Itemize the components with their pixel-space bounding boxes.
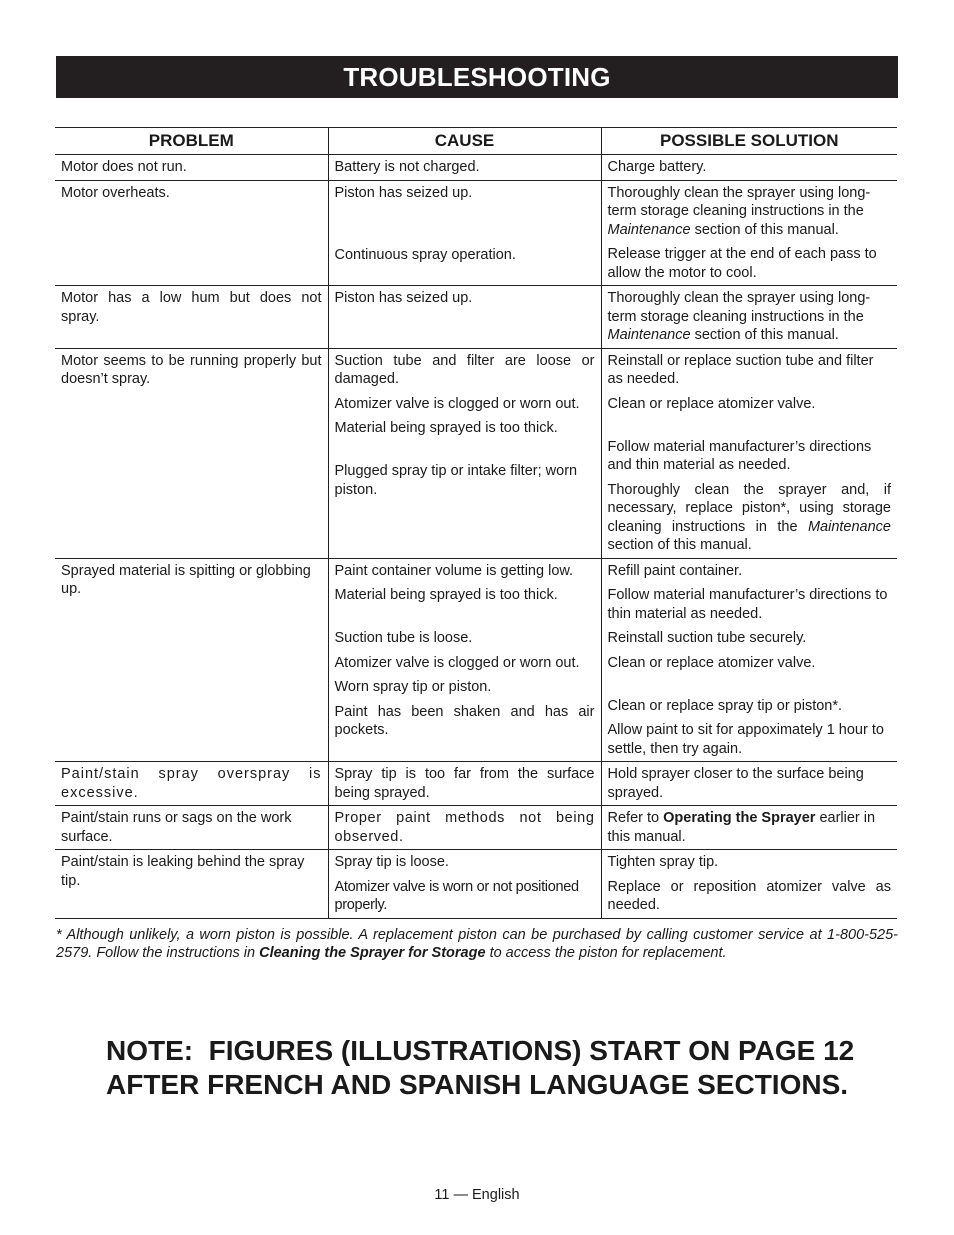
cause-text: Battery is not charged. xyxy=(334,159,480,175)
solution-text: Refill paint container. xyxy=(607,562,743,579)
problem-cell xyxy=(55,286,328,349)
problem-cell xyxy=(55,180,328,286)
cause-text: Atomizer valve is worn or not positioned properly. xyxy=(334,878,579,913)
table-row xyxy=(55,762,897,806)
cause-text: Suction tube and filter are loose or damaged. xyxy=(334,352,595,387)
cause-text: Atomizer valve is clogged or worn out. xyxy=(334,654,580,671)
cause-cell xyxy=(328,286,601,349)
figures-note-line-1: NOTE: FIGURES (ILLUSTRATIONS) START ON PAGE 12 xyxy=(106,1035,855,1066)
solution-cell xyxy=(601,286,897,349)
table-header-row xyxy=(55,128,897,155)
solution-cell xyxy=(601,762,897,806)
table-row xyxy=(55,155,897,181)
footnote: * Although unlikely, a worn piston is possible. A replacement piston can be purchased by calling customer service at 1-800-525-2579. Follow the instructions in Cleaning the Sprayer for Storage to access the piston for replacement. xyxy=(56,927,898,961)
solution-cell xyxy=(601,850,897,919)
cause-text: Suction tube is loose. xyxy=(334,630,473,646)
problem-cell xyxy=(55,348,328,558)
table-row xyxy=(55,286,897,349)
solution-text: Thoroughly clean the sprayer using long-term storage cleaning instructions in the Maintenance section of this manual. xyxy=(607,184,871,238)
solution-cell xyxy=(601,348,897,558)
table-row xyxy=(55,806,897,850)
problem-text: Motor overheats. xyxy=(61,184,170,201)
cause-text: Piston has seized up. xyxy=(334,184,473,201)
problem-text: Sprayed material is spitting or globbing up. xyxy=(61,562,311,597)
problem-text: Motor does not run. xyxy=(61,159,187,175)
problem-cell xyxy=(55,155,328,181)
header-solution: POSSIBLE SOLUTION xyxy=(601,128,897,155)
solution-text: Refer to Operating the Sprayer earlier in this manual. xyxy=(607,810,876,845)
cause-cell xyxy=(328,850,601,919)
problem-text: Paint/stain is leaking behind the spray tip. xyxy=(61,854,305,889)
solution-text: Reinstall suction tube securely. xyxy=(607,630,807,646)
cause-text: Spray tip is too far from the surface being sprayed. xyxy=(334,766,595,801)
figures-note xyxy=(106,1034,926,1102)
solution-text: Clean or replace atomizer valve. xyxy=(607,654,816,671)
cause-cell xyxy=(328,348,601,558)
problem-text: Motor has a low hum but does not spray. xyxy=(61,290,322,325)
cause-text: Piston has seized up. xyxy=(334,290,473,306)
figures-note-line-2: AFTER FRENCH AND SPANISH LANGUAGE SECTIONS. xyxy=(106,1069,849,1100)
table-row xyxy=(55,348,897,558)
solution-cell xyxy=(601,558,897,762)
cause-cell xyxy=(328,558,601,762)
solution-text: Follow material manufacturer’s directions and thin material as needed. xyxy=(607,438,872,473)
problem-cell xyxy=(55,558,328,762)
cause-text: Proper paint methods not being observed. xyxy=(334,810,595,845)
troubleshooting-table xyxy=(55,127,897,919)
cause-text: Paint has been shaken and has air pockets. xyxy=(334,703,595,738)
problem-cell xyxy=(55,762,328,806)
solution-text: Thoroughly clean the sprayer using long-term storage cleaning instructions in the Maintenance section of this manual. xyxy=(607,290,871,343)
cause-text: Material being sprayed is too thick. xyxy=(334,587,558,603)
solution-text: Reinstall or replace suction tube and filter as needed. xyxy=(607,352,874,387)
table-row xyxy=(55,558,897,762)
solution-text: Clean or replace spray tip or piston*. xyxy=(607,697,843,714)
cause-text: Worn spray tip or piston. xyxy=(334,679,492,695)
page-title: TROUBLESHOOTING xyxy=(343,61,611,92)
solution-text: Clean or replace atomizer valve. xyxy=(607,395,816,412)
solution-text: Allow paint to sit for appoximately 1 hour to settle, then try again. xyxy=(607,722,884,757)
cause-text: Paint container volume is getting low. xyxy=(334,562,574,579)
header-cause: CAUSE xyxy=(328,128,601,155)
problem-text: Motor seems to be running properly but doesn’t spray. xyxy=(61,352,322,387)
solution-text: Charge battery. xyxy=(607,159,707,175)
cause-text: Continuous spray operation. xyxy=(334,246,516,263)
page-number: 11 — English xyxy=(434,1187,520,1203)
solution-cell xyxy=(601,806,897,850)
cause-cell xyxy=(328,180,601,286)
table-row xyxy=(55,850,897,919)
cause-cell xyxy=(328,762,601,806)
cause-text: Atomizer valve is clogged or worn out. xyxy=(334,395,580,412)
problem-cell xyxy=(55,806,328,850)
problem-text: Paint/stain spray overspray is excessive. xyxy=(61,766,322,801)
solution-text: Follow material manufacturer’s directions to thin material as needed. xyxy=(607,587,888,622)
solution-cell xyxy=(601,155,897,181)
solution-text: Tighten spray tip. xyxy=(607,854,719,870)
cause-text: Spray tip is loose. xyxy=(334,854,449,870)
solution-text: Hold sprayer closer to the surface being sprayed. xyxy=(607,766,864,801)
problem-cell xyxy=(55,850,328,919)
solution-cell xyxy=(601,180,897,286)
cause-cell xyxy=(328,155,601,181)
cause-text: Material being sprayed is too thick. xyxy=(334,420,558,436)
solution-text: Thoroughly clean the sprayer and, if necessary, replace piston*, using storage cleaning instructions in the Maintenance section of this manual. xyxy=(607,481,891,553)
table-row xyxy=(55,180,897,286)
header-problem: PROBLEM xyxy=(55,128,328,155)
solution-text: Replace or reposition atomizer valve as needed. xyxy=(607,878,891,913)
solution-text: Release trigger at the end of each pass to allow the motor to cool. xyxy=(607,246,877,281)
cause-text: Plugged spray tip or intake filter; worn piston. xyxy=(334,463,578,498)
problem-text: Paint/stain runs or sags on the work surface. xyxy=(61,810,292,845)
page-title-bar xyxy=(56,56,898,98)
cause-cell xyxy=(328,806,601,850)
